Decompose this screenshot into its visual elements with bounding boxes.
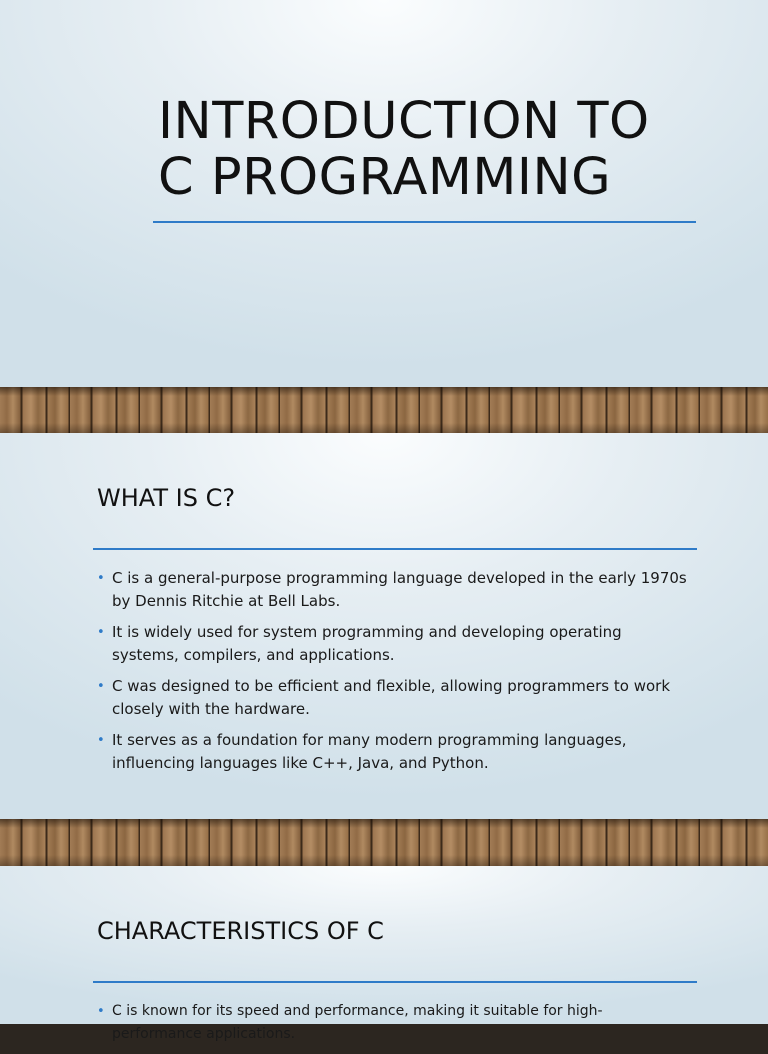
what-is-c-slide bbox=[0, 433, 768, 819]
heading-underline bbox=[93, 981, 697, 983]
title-underline bbox=[153, 221, 696, 223]
bullet-text: It is widely used for system programming and developing operating systems, compilers, and applications. bbox=[112, 623, 622, 664]
heading-underline bbox=[93, 548, 697, 550]
bullet-list bbox=[97, 1000, 687, 1054]
slide-heading: WHAT IS C? bbox=[97, 484, 236, 512]
bullet-icon: • bbox=[97, 1004, 105, 1019]
bullet-item bbox=[97, 729, 687, 775]
bullet-icon: • bbox=[97, 733, 105, 748]
bullet-item bbox=[97, 567, 687, 613]
bullet-text: C was designed to be efficient and flexible, allowing programmers to work closely with the hardware. bbox=[112, 677, 671, 718]
characteristics-slide bbox=[0, 866, 768, 1042]
bullet-icon: • bbox=[97, 625, 105, 640]
slide-title-line-2: C PROGRAMMING bbox=[158, 148, 612, 207]
bullet-item bbox=[97, 1000, 687, 1046]
bullet-icon: • bbox=[97, 571, 105, 586]
wood-floor-divider bbox=[0, 387, 768, 433]
wood-floor-divider bbox=[0, 819, 768, 866]
bullet-text: C is a general-purpose programming language developed in the early 1970s by Dennis Ritchie at Bell Labs. bbox=[112, 569, 687, 610]
title-slide bbox=[0, 0, 768, 387]
bullet-list bbox=[97, 567, 687, 783]
bullet-item bbox=[97, 621, 687, 667]
bullet-icon: • bbox=[97, 679, 105, 694]
bullet-text: C is known for its speed and performance, making it suitable for high-performance applications. bbox=[112, 1003, 603, 1042]
bullet-item bbox=[97, 675, 687, 721]
slide-heading: CHARACTERISTICS OF C bbox=[97, 917, 384, 945]
slide-title-line-1: INTRODUCTION TO bbox=[158, 92, 650, 151]
bullet-text: It serves as a foundation for many modern programming languages, influencing languages like C++, Java, and Python. bbox=[112, 731, 627, 772]
slide-title bbox=[158, 94, 650, 206]
